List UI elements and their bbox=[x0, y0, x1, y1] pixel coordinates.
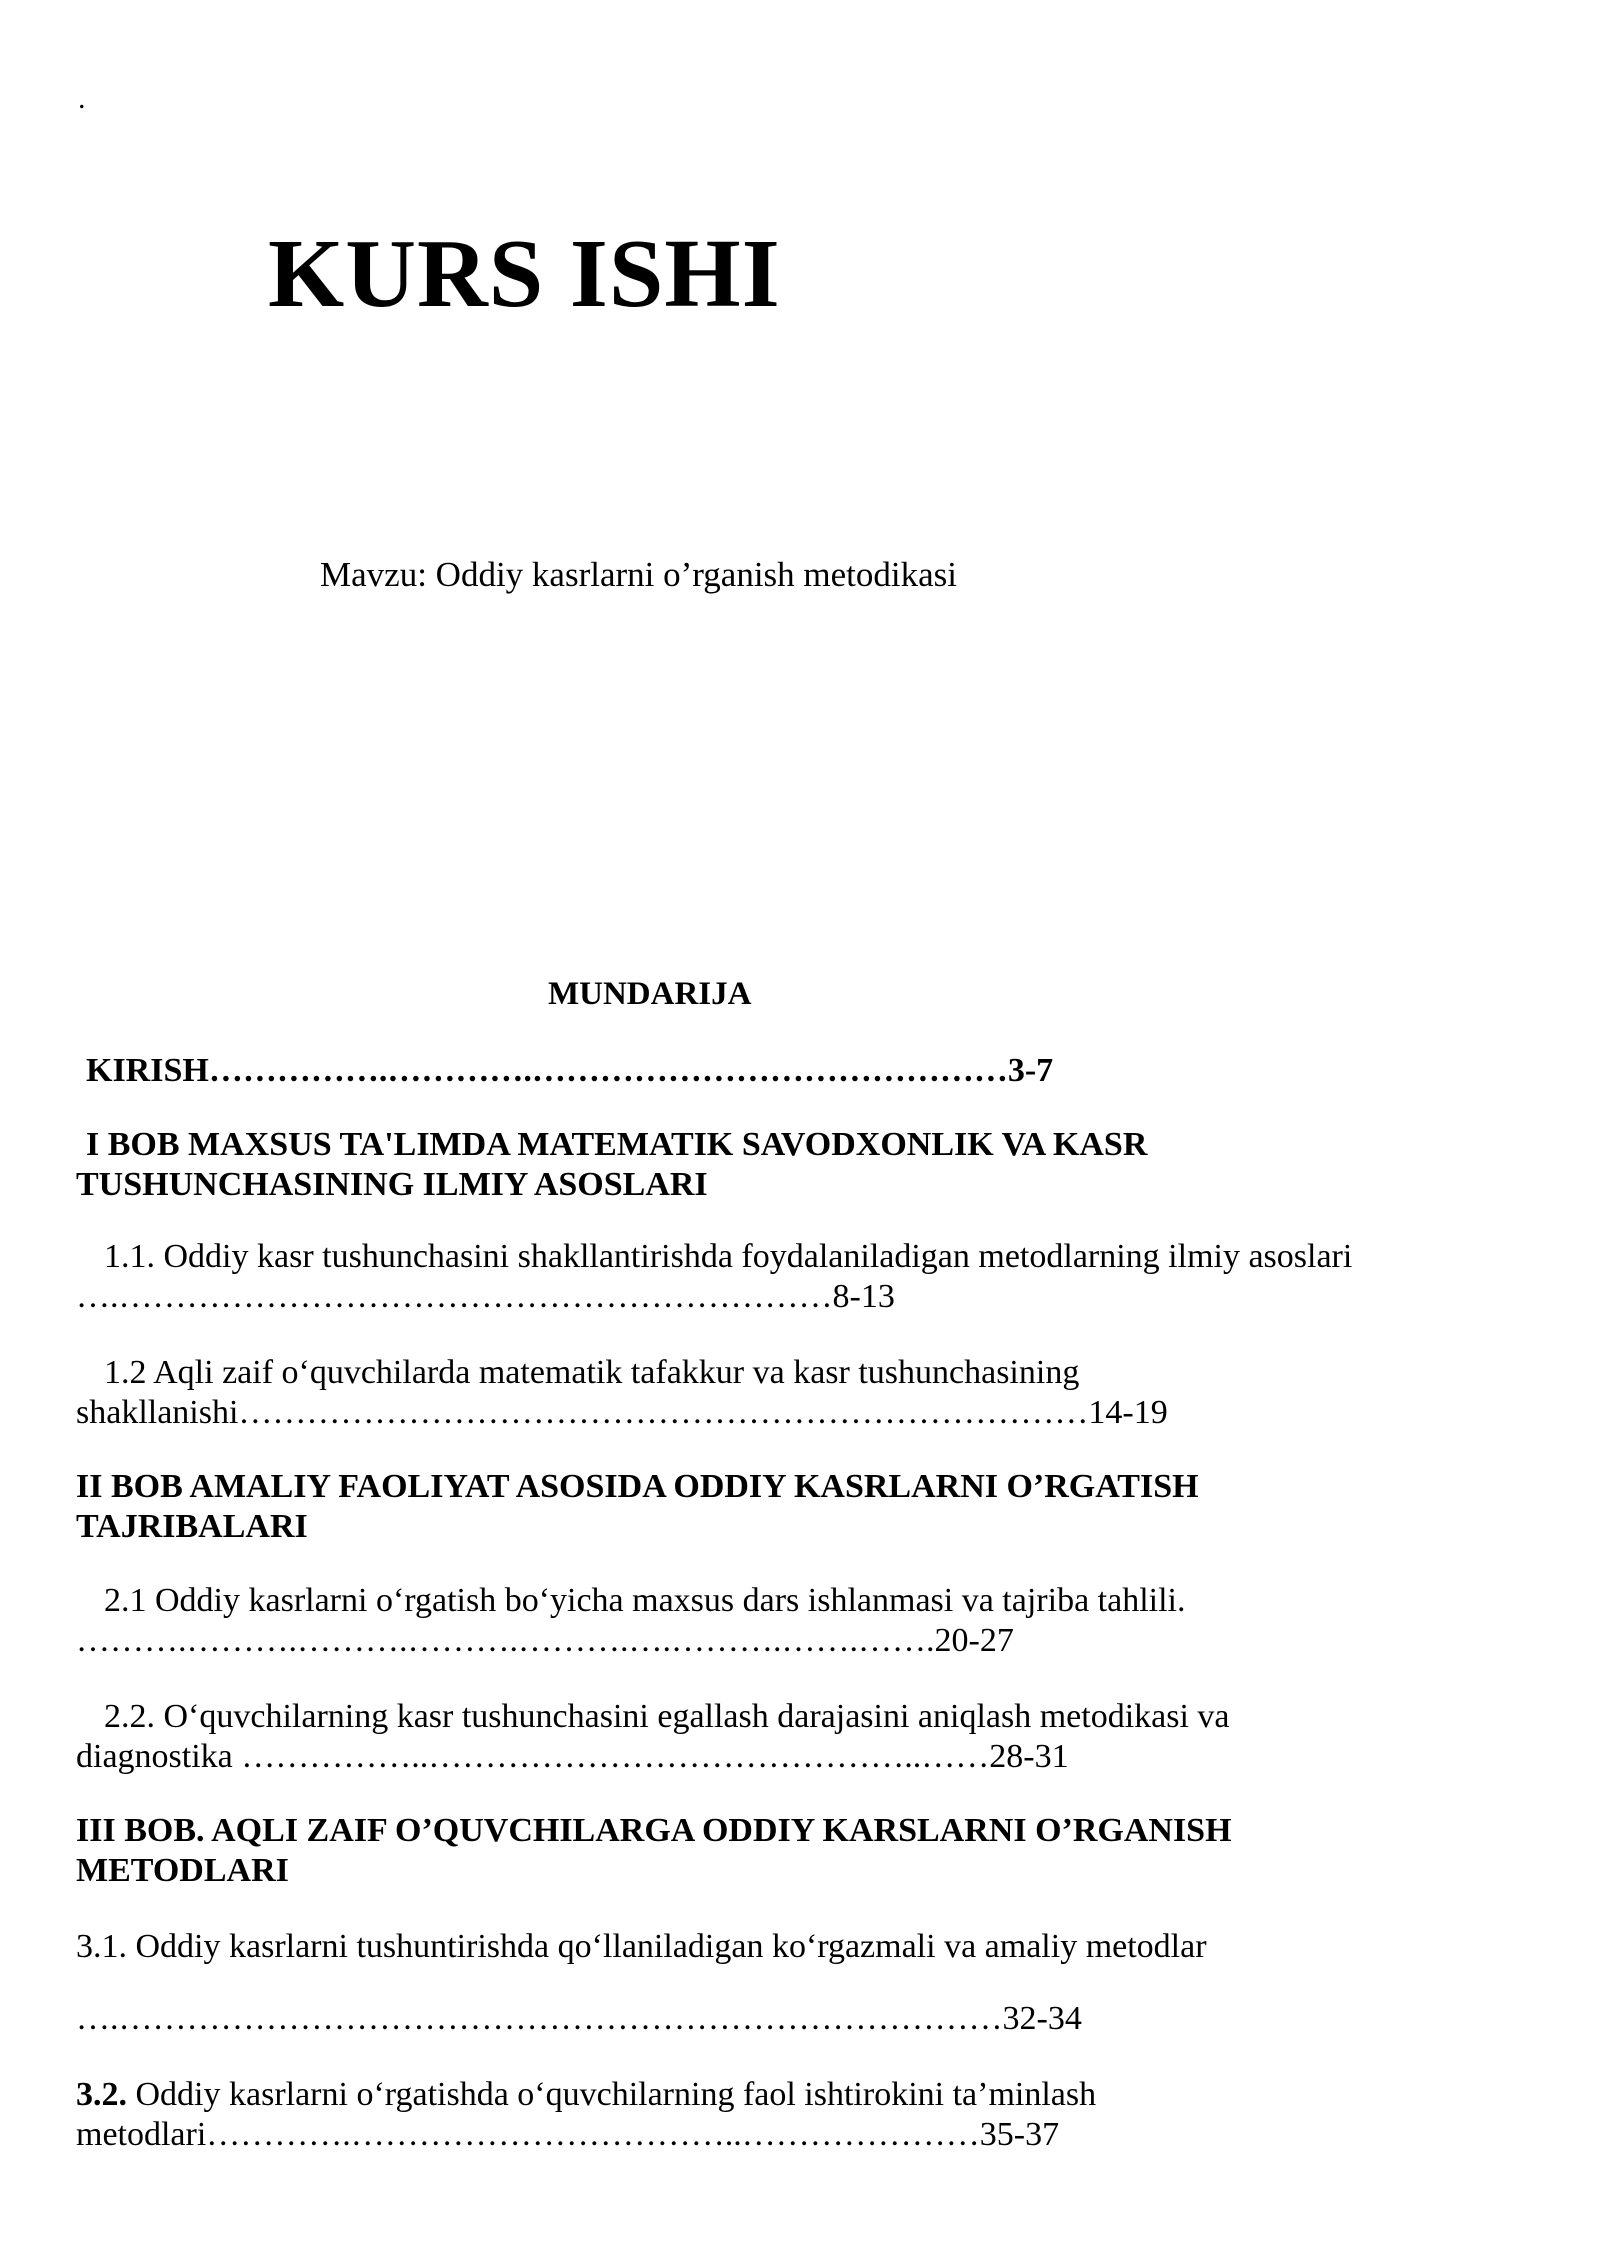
subject-line: Mavzu: Oddiy kasrlarni o’rganish metodikasi bbox=[320, 555, 958, 594]
toc-chapter-1-line-1: I BOB MAXSUS TA'LIMDA MATEMATIK SAVODXONLIK VA KASR bbox=[86, 1126, 1148, 1163]
toc-section-2-1-line-1: 2.1 Oddiy kasrlarni o‘rgatish bo‘yicha maxsus dars ishlanmasi va tajriba tahlili. bbox=[104, 1582, 1186, 1619]
toc-section-3-2-line-2: metodlari………….……………………………..…………………35-37 bbox=[76, 2116, 1060, 2153]
toc-section-1-2-line-1: 1.2 Aqli zaif o‘quvchilarda matematik tafakkur va kasr tushunchasining bbox=[104, 1354, 1080, 1391]
toc-section-3-2-line-1 bbox=[76, 2074, 1096, 2116]
toc-section-1-1-line-2: ….………………………………………………………8-13 bbox=[76, 1278, 895, 1315]
toc-section-3-1-line-2: ….……………………………………………………………………32-34 bbox=[76, 2000, 1082, 2037]
toc-section-1-1-line-1: 1.1. Oddiy kasr tushunchasini shakllantirishda foydalaniladigan metodlarning ilmiy asoslari bbox=[104, 1238, 1353, 1275]
toc-section-2-1-line-2: ……….……….……….……….……….….……….…….…….20-27 bbox=[76, 1622, 1014, 1659]
toc-heading: MUNDARIJA bbox=[548, 976, 752, 1012]
toc-section-2-2-line-2: diagnostika ……………..……………………………………..……28-31 bbox=[76, 1738, 1069, 1775]
toc-section-2-2-line-1: 2.2. O‘quvchilarning kasr tushunchasini egallash darajasini aniqlash metodikasi va bbox=[104, 1698, 1230, 1735]
toc-chapter-2-line-2: TAJRIBALARI bbox=[76, 1508, 308, 1545]
toc-chapter-3-line-2: METODLARI bbox=[76, 1852, 289, 1889]
toc-section-1-2-line-2: shakllanishi…………………………………………………………………14-19 bbox=[76, 1394, 1168, 1431]
toc-entry-kirish: KIRISH…………….………….……………………………………3-7 bbox=[86, 1052, 1054, 1089]
toc-chapter-3-line-1: III BOB. AQLI ZAIF O’QUVCHILARGA ODDIY KARSLARNI O’RGANISH bbox=[76, 1812, 1232, 1849]
page-title: KURS ISHI bbox=[268, 220, 781, 328]
toc-section-3-2-title: Oddiy kasrlarni o‘rgatishda o‘quvchilarning faol ishtirokini ta’minlash bbox=[127, 2076, 1097, 2113]
toc-section-3-1-line-1: 3.1. Oddiy kasrlarni tushuntirishda qo‘llaniladigan ko‘rgazmali va amaliy metodlar bbox=[76, 1928, 1207, 1965]
toc-chapter-1-line-2: TUSHUNCHASINING ILMIY ASOSLARI bbox=[76, 1166, 708, 1203]
page-dot: . bbox=[78, 82, 86, 115]
toc-section-3-2-number: 3.2. bbox=[76, 2076, 127, 2113]
toc-chapter-2-line-1: II BOB AMALIY FAOLIYAT ASOSIDA ODDIY KASRLARNI O’RGATISH bbox=[76, 1468, 1199, 1505]
